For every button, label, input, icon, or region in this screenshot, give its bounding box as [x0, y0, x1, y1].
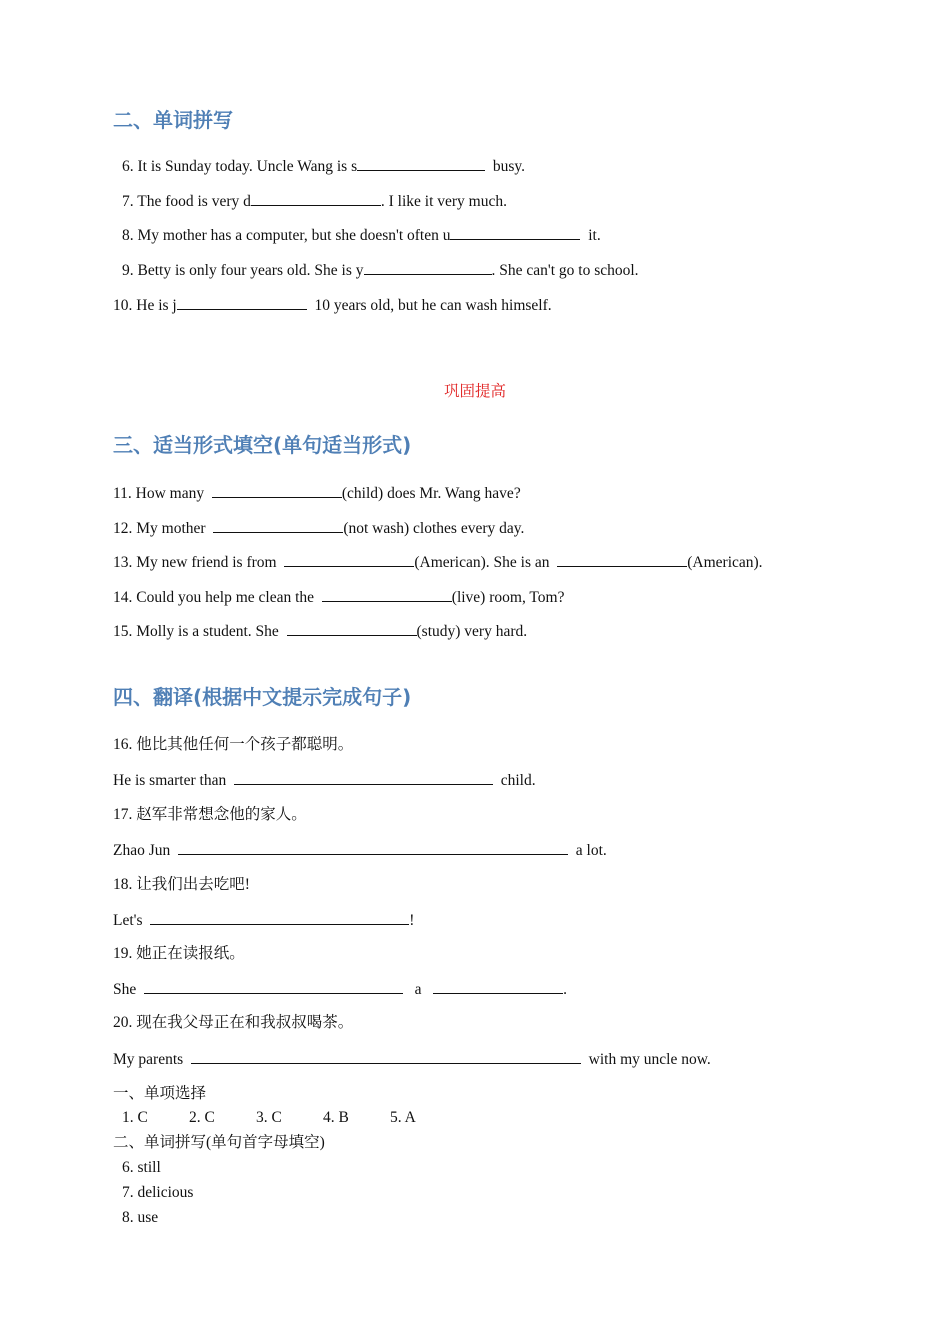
- q17-text: Zhao Jun: [113, 842, 171, 859]
- q13-blank-1[interactable]: [284, 552, 414, 567]
- q19-text-mid: a: [414, 981, 422, 998]
- q13-text: 13. My new friend is from: [113, 554, 277, 571]
- q6-text-end: busy.: [492, 158, 526, 175]
- q7-text: 7. The food is very d: [122, 193, 251, 210]
- q12-text: 12. My mother: [113, 520, 206, 537]
- q19-chinese: 19. 她正在读报纸。: [113, 945, 245, 962]
- question-20: [113, 1049, 711, 1070]
- question-10: [113, 295, 552, 316]
- divider-title: 巩固提高: [443, 383, 506, 400]
- q9-text-end: . She can't go to school.: [491, 262, 639, 279]
- q8-blank[interactable]: [450, 225, 580, 240]
- q6-text: 6. It is Sunday today. Uncle Wang is s: [122, 158, 358, 175]
- q10-text-end: 10 years old, but he can wash himself.: [314, 297, 552, 314]
- question-17: [113, 840, 607, 861]
- q19-blank-2[interactable]: [433, 979, 563, 994]
- question-19: [113, 979, 567, 1000]
- section-2-heading: 二、单词拼写: [113, 108, 233, 132]
- q13-blank-2[interactable]: [557, 552, 687, 567]
- q16-chinese: 16. 他比其他任何一个孩子都聪明。: [113, 736, 354, 753]
- answers-part2-title: 二、单词拼写(单句首字母填空): [113, 1134, 325, 1151]
- answer-1: 1. C: [122, 1109, 148, 1126]
- q7-text-end: . I like it very much.: [380, 193, 507, 210]
- q8-text: 8. My mother has a computer, but she doesn't often u: [122, 227, 451, 244]
- q6-blank[interactable]: [357, 156, 485, 171]
- answer-4: 4. B: [323, 1109, 349, 1126]
- question-7: [122, 191, 507, 212]
- q15-text-end: (study) very hard.: [416, 623, 528, 640]
- q20-text: My parents: [113, 1051, 184, 1068]
- q9-blank[interactable]: [364, 260, 492, 275]
- answer-5: 5. A: [390, 1109, 416, 1126]
- q18-blank[interactable]: [150, 910, 409, 925]
- q13-text-mid: (American). She is an: [414, 554, 550, 571]
- section-3-heading: 三、适当形式填空(单句适当形式): [113, 433, 412, 457]
- question-6: [122, 156, 525, 177]
- q18-text: Let's: [113, 912, 143, 929]
- q10-blank[interactable]: [177, 295, 307, 310]
- q19-text: She: [113, 981, 137, 998]
- answer-3: 3. C: [256, 1109, 282, 1126]
- q17-text-end: a lot.: [575, 842, 607, 859]
- q17-chinese: 17. 赵军非常想念他的家人。: [113, 806, 307, 823]
- answers-part1-title: 一、单项选择: [113, 1085, 207, 1102]
- answer-6: 6. still: [122, 1159, 161, 1176]
- q8-text-end: it.: [588, 227, 601, 244]
- answer-7: 7. delicious: [122, 1184, 194, 1201]
- answer-8: 8. use: [122, 1209, 159, 1226]
- q15-blank[interactable]: [287, 621, 417, 636]
- question-13: [113, 552, 763, 573]
- question-8: [122, 225, 601, 246]
- q14-text-end: (live) room, Tom?: [451, 589, 565, 606]
- question-18: [113, 910, 414, 931]
- q14-text: 14. Could you help me clean the: [113, 589, 315, 606]
- q18-text-end: !: [409, 912, 415, 929]
- q18-chinese: 18. 让我们出去吃吧!: [113, 876, 250, 893]
- q19-text-end: .: [563, 981, 568, 998]
- q17-blank[interactable]: [178, 840, 568, 855]
- q19-blank-1[interactable]: [144, 979, 403, 994]
- question-9: [122, 260, 639, 281]
- q16-blank[interactable]: [234, 770, 493, 785]
- q14-blank[interactable]: [322, 587, 452, 602]
- q16-text-end: child.: [500, 772, 536, 789]
- q13-text-end: (American).: [687, 554, 763, 571]
- q20-text-end: with my uncle now.: [588, 1051, 711, 1068]
- question-16: [113, 770, 536, 791]
- q9-text: 9. Betty is only four years old. She is y: [122, 262, 364, 279]
- q11-text-end: (child) does Mr. Wang have?: [341, 485, 521, 502]
- q16-text: He is smarter than: [113, 772, 227, 789]
- q12-blank[interactable]: [213, 518, 343, 533]
- question-14: [113, 587, 564, 608]
- q11-blank[interactable]: [212, 483, 342, 498]
- q11-text: 11. How many: [113, 485, 205, 502]
- section-4-heading: 四、翻译(根据中文提示完成句子): [113, 685, 412, 709]
- answer-2: 2. C: [189, 1109, 215, 1126]
- q12-text-end: (not wash) clothes every day.: [343, 520, 525, 537]
- question-15: [113, 621, 527, 642]
- question-12: [113, 518, 524, 539]
- q20-chinese: 20. 现在我父母正在和我叔叔喝茶。: [113, 1014, 354, 1031]
- answers-part1-list: [122, 1108, 457, 1128]
- q7-blank[interactable]: [251, 191, 381, 206]
- q15-text: 15. Molly is a student. She: [113, 623, 279, 640]
- q20-blank[interactable]: [191, 1049, 581, 1064]
- question-11: [113, 483, 521, 504]
- q10-text: 10. He is j: [113, 297, 177, 314]
